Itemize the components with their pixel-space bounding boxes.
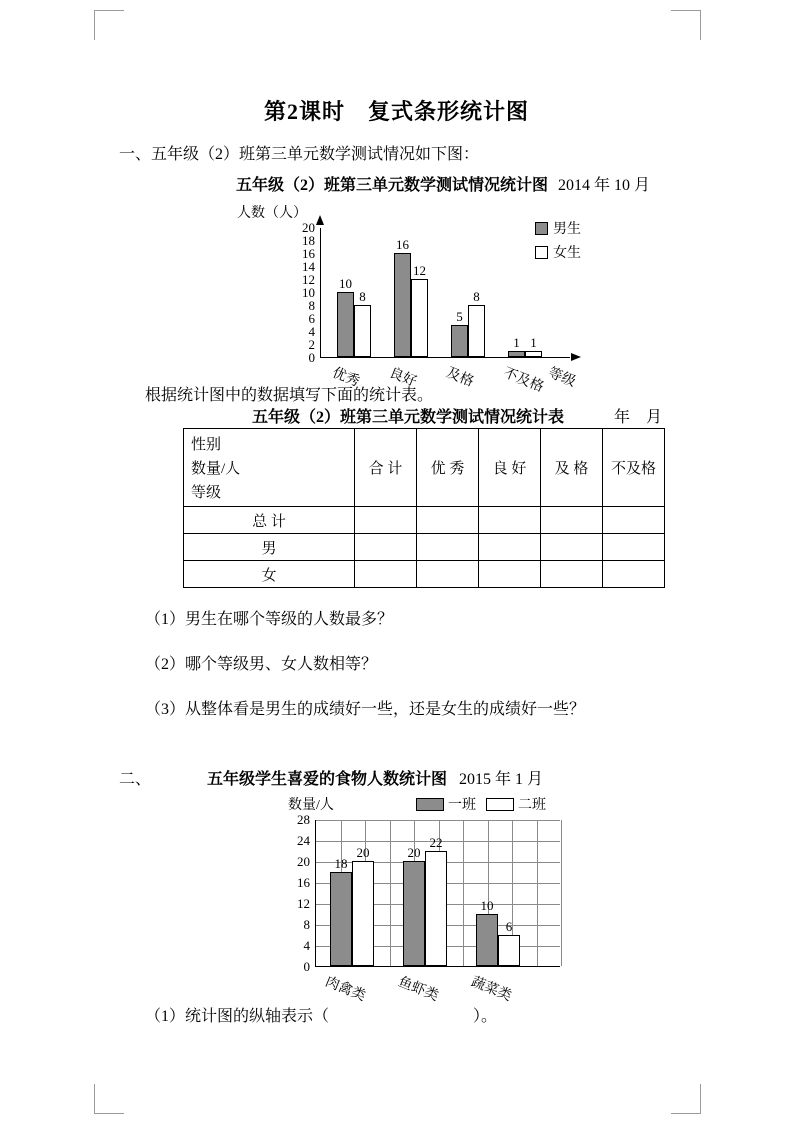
col-header-fail: 不及格 <box>603 429 665 507</box>
question-2: （2）哪个等级男、女人数相等？ <box>145 656 378 673</box>
bar-value-label: 18 <box>334 855 348 871</box>
table-row-male <box>184 534 665 561</box>
table-cell-empty <box>417 534 479 561</box>
y-tick-label: 4 <box>308 324 315 339</box>
bar-value-label: 1 <box>530 334 537 350</box>
row-header-female: 女 <box>184 561 355 588</box>
row-header-total: 总 计 <box>184 507 355 534</box>
legend-label-class2: 二班 <box>518 798 546 813</box>
section2-heading <box>119 770 543 790</box>
y-tick-label: 16 <box>302 246 315 261</box>
margin-mark-top-left <box>94 10 124 40</box>
chart2 <box>240 790 670 1012</box>
y-tick-label: 28 <box>297 812 310 827</box>
category-label: 良好 <box>386 365 419 391</box>
table-cell-empty <box>541 507 603 534</box>
table-cell-empty <box>479 561 541 588</box>
section2-label: 二、 <box>119 771 152 788</box>
bar-value-label: 20 <box>407 845 421 860</box>
margin-mark-bottom-left <box>94 1084 124 1114</box>
section1-intro: 一、五年级（2）班第三单元数学测试情况如下图： <box>119 146 480 163</box>
margin-mark-top-right <box>671 10 701 40</box>
bar-value-label: 10 <box>480 897 494 913</box>
corner-line-gender: 性别 <box>191 437 222 453</box>
category-label: 肉禽类 <box>322 974 368 1005</box>
bar-二班-肉禽类 <box>352 861 374 966</box>
bar-value-label: 12 <box>413 263 426 278</box>
page-title: 第2课时 复式条形统计图 <box>263 99 529 124</box>
table-corner-cell <box>184 429 355 507</box>
gridline-v <box>561 820 562 966</box>
table-title: 五年级（2）班第三单元数学测试情况统计表 <box>252 409 565 426</box>
bar-value-label: 16 <box>396 237 409 252</box>
bar-value-label: 8 <box>473 289 480 304</box>
table-cell-empty <box>355 561 417 588</box>
gridline-v <box>463 820 464 966</box>
col-header-total: 合 计 <box>355 429 417 507</box>
category-label: 优秀 <box>329 365 362 391</box>
category-label: 鱼虾类 <box>395 974 441 1005</box>
y-tick-label: 0 <box>308 350 315 365</box>
stats-table <box>183 428 665 588</box>
legend-label-class1: 一班 <box>448 798 476 813</box>
row-header-male: 男 <box>184 534 355 561</box>
chart2-legend <box>416 794 556 814</box>
table-title-row <box>183 404 664 427</box>
bar-二班-蔬菜类 <box>498 935 520 967</box>
gridline-v <box>537 820 538 966</box>
bar-value-label: 5 <box>456 308 463 324</box>
bar-一班-鱼虾类 <box>403 861 425 966</box>
bar-男生-及格 <box>451 325 468 358</box>
y-tick-label: 8 <box>308 298 315 313</box>
table-cell-empty <box>603 507 665 534</box>
table-cell-empty <box>603 561 665 588</box>
table-cell-empty <box>541 534 603 561</box>
legend-label-girls: 女生 <box>553 246 581 261</box>
y-tick-label: 4 <box>303 938 310 953</box>
question-3: （3）从整体看是男生的成绩好一些，还是女生的成绩好一些？ <box>145 701 586 718</box>
category-label: 及格 <box>443 365 476 391</box>
y-tick-label: 6 <box>308 311 315 326</box>
chart2-date: 2015 年 1 月 <box>459 771 544 788</box>
table-cell-empty <box>479 507 541 534</box>
bar-一班-肉禽类 <box>330 872 352 967</box>
corner-line-count: 数量/人 <box>191 461 241 477</box>
table-cell-empty <box>479 534 541 561</box>
table-row-female <box>184 561 665 588</box>
y-tick-label: 10 <box>302 285 315 300</box>
category-label: 蔬菜类 <box>468 974 514 1005</box>
y-tick-label: 20 <box>297 854 310 869</box>
y-tick-label: 18 <box>302 233 315 248</box>
y-tick-label: 12 <box>297 896 310 911</box>
bar-男生-不及格 <box>508 351 525 358</box>
chart1-title: 五年级（2）班第三单元数学测试情况统计图 <box>236 177 549 194</box>
gridline-v <box>390 820 391 966</box>
bar-value-label: 8 <box>359 289 366 304</box>
y-tick-label: 12 <box>302 272 315 287</box>
bar-女生-优秀 <box>354 305 371 357</box>
y-tick-label: 0 <box>303 959 310 974</box>
table-cell-empty <box>541 561 603 588</box>
chart2-plot <box>297 812 560 1005</box>
bar-value-label: 6 <box>505 918 513 934</box>
y-tick-label: 24 <box>297 833 310 848</box>
bar-value-label: 1 <box>513 334 520 350</box>
fill-instruction: 根据统计图中的数据填写下面的统计表。 <box>145 387 434 404</box>
table-cell-empty <box>417 507 479 534</box>
section2-question-1: （1）统计图的纵轴表示（ ）。 <box>145 1008 498 1025</box>
y-tick-label: 20 <box>302 220 315 235</box>
y-axis-arrow <box>316 215 324 225</box>
col-header-excellent: 优 秀 <box>417 429 479 507</box>
table-cell-empty <box>355 507 417 534</box>
question-1: （1）男生在哪个等级的人数最多？ <box>145 611 394 628</box>
bar-value-label: 22 <box>429 834 443 850</box>
category-label: 不及格 <box>500 365 546 396</box>
chart1-date: 2014 年 10 月 <box>558 177 651 194</box>
bar-value-label: 10 <box>339 276 352 291</box>
y-tick-label: 2 <box>308 337 315 352</box>
chart2-y-axis-label: 数量/人 <box>288 798 334 813</box>
margin-mark-bottom-right <box>671 1084 701 1114</box>
legend-label-boys: 男生 <box>553 222 581 237</box>
col-header-pass: 及 格 <box>541 429 603 507</box>
chart1-y-axis-label: 人数（人） <box>237 206 307 221</box>
chart1 <box>180 172 740 400</box>
bar-女生-良好 <box>411 279 428 357</box>
bar-value-label: 20 <box>356 845 370 860</box>
table-date: 年 月 <box>614 409 663 426</box>
table-row-total <box>184 507 665 534</box>
y-tick-label: 8 <box>303 917 310 932</box>
x-axis-arrow <box>571 353 581 361</box>
corner-line-grade: 等级 <box>191 485 222 501</box>
chart2-title: 五年级学生喜爱的食物人数统计图 <box>207 771 448 788</box>
y-tick-label: 16 <box>297 875 310 890</box>
table-cell-empty <box>355 534 417 561</box>
x-axis-label: 等级 <box>545 365 578 391</box>
y-tick-label: 14 <box>302 259 315 274</box>
bar-女生-不及格 <box>525 351 542 358</box>
bar-二班-鱼虾类 <box>425 851 447 967</box>
legend-swatch-class2 <box>486 798 514 811</box>
table-cell-empty <box>417 561 479 588</box>
table-cell-empty <box>603 534 665 561</box>
col-header-good: 良 好 <box>479 429 541 507</box>
legend-swatch-class1 <box>416 798 444 811</box>
